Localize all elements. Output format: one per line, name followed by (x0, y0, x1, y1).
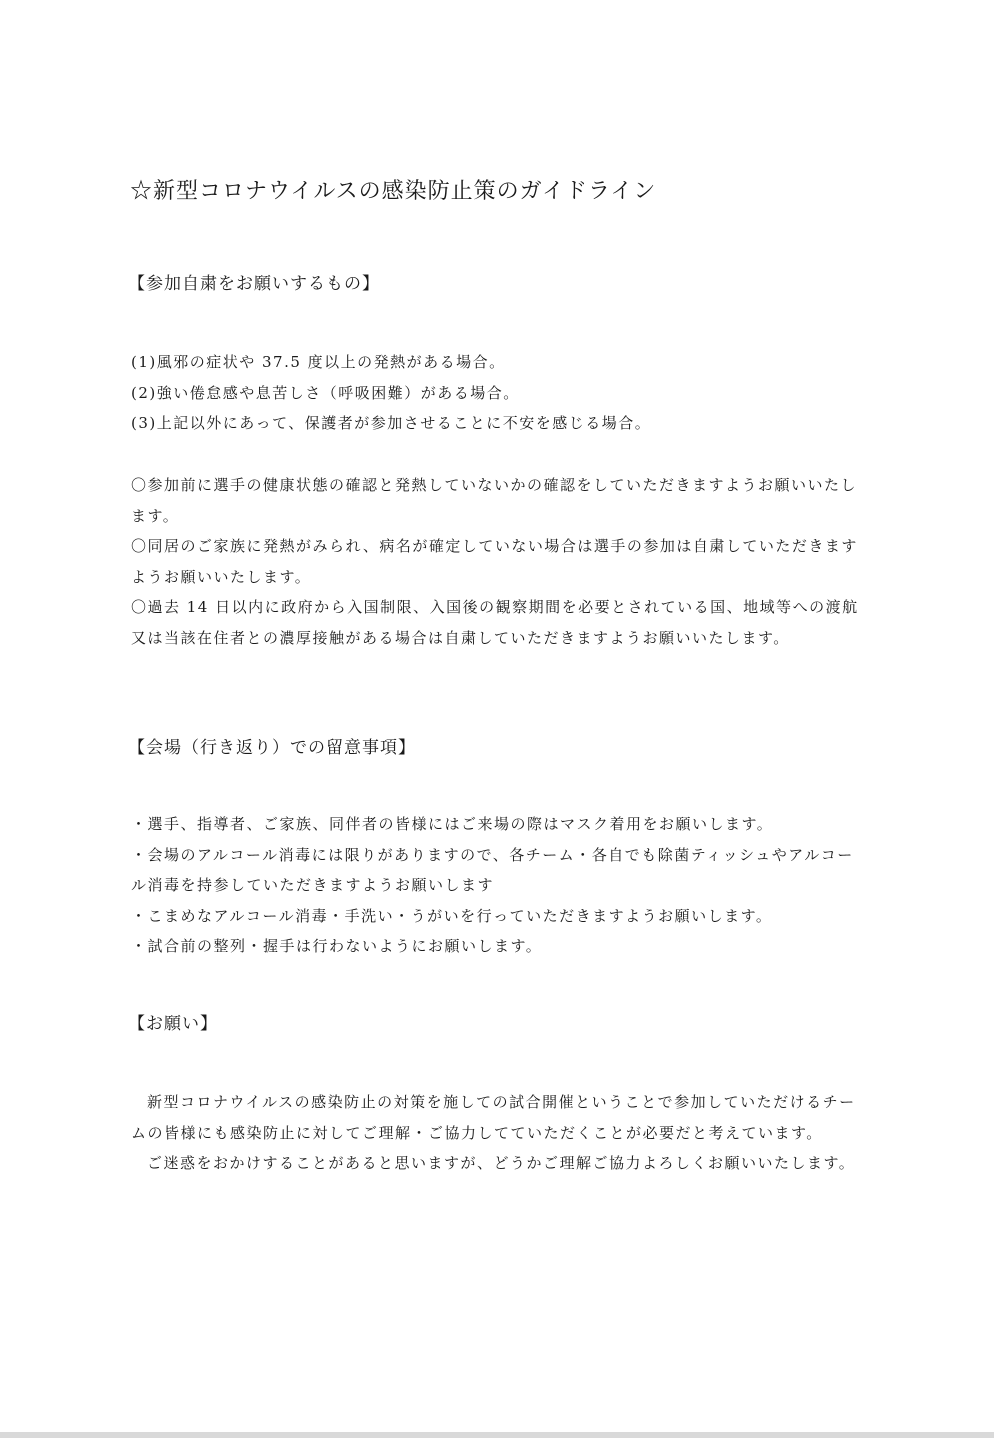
condition-list (131, 347, 866, 439)
section-heading-self-restraint: 【参加自粛をお願いするもの】 (128, 274, 380, 294)
note-item: 〇参加前に選手の健康状態の確認と発熱していないかの確認をしていただきますようお願いいたします。 (131, 476, 858, 525)
condition-item: (2)強い倦怠感や息苦しさ（呼吸困難）がある場合。 (131, 383, 520, 402)
venue-note-item: ・選手、指導者、ご家族、同伴者の皆様にはご来場の際はマスク着用をお願いします。 (131, 815, 774, 833)
venue-note-item: ・会場のアルコール消毒には限りがありますので、各チーム・各自でも除菌ティッシュやアルコール消毒を持参していただきますようお願いします (131, 845, 854, 894)
section-heading-venue: 【会場（行き返り）での留意事項】 (128, 738, 416, 758)
page-bottom-edge (0, 1432, 994, 1438)
request-paragraph: ご迷惑をおかけすることがあると思いますが、どうかご理解ご協力よろしくお願いいたします。 (147, 1154, 856, 1172)
request-paragraphs (131, 1087, 866, 1179)
venue-note-item: ・こまめなアルコール消毒・手洗い・うがいを行っていただきますようお願いします。 (131, 906, 773, 925)
document-title: ☆新型コロナウイルスの感染防止策のガイドライン (130, 179, 657, 204)
venue-notes-list (131, 809, 866, 962)
venue-note-item: ・試合前の整列・握手は行わないようにお願いします。 (131, 937, 543, 955)
note-item: 〇過去 14 日以内に政府から入国制限、入国後の観察期間を必要とされている国、地域等への渡航又は当該在住者との濃厚接触がある場合は自粛していただきますようお願いいたします。 (131, 598, 859, 647)
request-paragraph: 新型コロナウイルスの感染防止の対策を施しての試合開催ということで参加していただけるチームの皆様にも感染防止に対してご理解・ご協力してていただくことが必要だと考えています。 (131, 1093, 856, 1142)
condition-item: (3)上記以外にあって、保護者が参加させることに不安を感じる場合。 (131, 414, 652, 432)
note-item: 〇同居のご家族に発熱がみられ、病名が確定していない場合は選手の参加は自粛していただきますようお願いいたします。 (131, 537, 858, 586)
condition-item: (1)風邪の症状や 37.5 度以上の発熱がある場合。 (131, 353, 506, 371)
notes-list (131, 470, 866, 653)
section-heading-request: 【お願い】 (128, 1014, 218, 1034)
